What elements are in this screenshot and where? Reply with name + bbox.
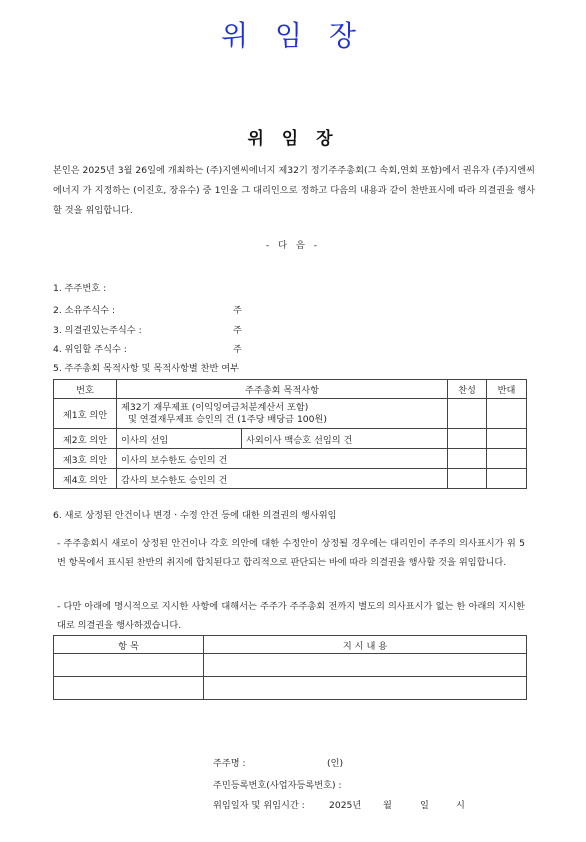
item-delegated-shares: 4. 위임할 주식수 : (53, 344, 127, 355)
delegation-paragraph-2: - 다만 아래에 명시적으로 지시한 사항에 대해서는 주주가 주주총회 전까지 별도의 의사표시가 없는 한 아래의 지시한 대로 의결권을 행사하겠습니다. (57, 601, 525, 631)
instruction-content-cell[interactable] (204, 654, 527, 677)
agenda-subject-line1: 제32기 재무제표 (이익잉여금처분계산서 포함) (121, 401, 309, 413)
header-number: 번호 (54, 380, 117, 399)
table-row (54, 429, 527, 449)
item-agenda-heading: 5. 주주총회 목적사항 및 목적사항별 찬반 여부 (53, 363, 240, 374)
approve-cell[interactable] (448, 429, 487, 449)
agenda-number: 제3호 의안 (54, 449, 117, 469)
date-year: 2025년 (329, 800, 362, 811)
item-shareholder-number: 1. 주주번호 : (53, 283, 107, 294)
delegation-date-label: 위임일자 및 위임시간 : (213, 800, 305, 811)
agenda-subject: 이사의 보수한도 승인의 건 (117, 449, 448, 469)
approve-cell[interactable] (448, 469, 487, 489)
agenda-subject: 이사의 선임 (117, 429, 242, 449)
seal-mark: (인) (327, 758, 344, 769)
agenda-detail: 사외이사 백승호 선임의 건 (242, 429, 448, 449)
document-title: 위 임 장 (247, 129, 339, 149)
oppose-cell[interactable] (487, 399, 527, 429)
instruction-table (53, 635, 527, 700)
agenda-subject: 감사의 보수한도 승인의 건 (117, 469, 448, 489)
instruction-table-header (54, 636, 527, 654)
header-approve: 찬성 (448, 380, 487, 399)
header-title: 위 임 장 (221, 19, 365, 52)
delegation-paragraph-1: - 주주총회시 새로이 상정된 안건이나 각호 의안에 대한 수정안이 상정될 경우에는 대리인이 주주의 의사표시가 위 5번 항목에서 표시된 찬반의 취지에 합치된다고 합리적으로 판단되는 바에 따라 의결권을 행사할 것을 위임합니다. (57, 538, 525, 568)
registration-number-label: 주민등록번호(사업자등록번호) : (213, 780, 342, 791)
oppose-cell[interactable] (487, 429, 527, 449)
approve-cell[interactable] (448, 399, 487, 429)
agenda-number: 제4호 의안 (54, 469, 117, 489)
oppose-cell[interactable] (487, 449, 527, 469)
date-hour: 시 (456, 800, 465, 811)
instruction-content-cell[interactable] (204, 677, 527, 700)
table-row (54, 677, 527, 700)
instruction-item-cell[interactable] (54, 654, 204, 677)
agenda-subject (117, 399, 448, 429)
vote-table-header (54, 380, 527, 399)
voting-shares-unit: 주 (233, 325, 242, 336)
delegated-shares-unit: 주 (233, 344, 242, 355)
shareholder-name-label: 주주명 : (213, 758, 246, 769)
header-agenda: 주주총회 목적사항 (117, 380, 448, 399)
item-voting-shares: 3. 의결권있는주식수 : (53, 325, 142, 336)
vote-table (53, 379, 527, 489)
approve-cell[interactable] (448, 449, 487, 469)
date-month: 월 (383, 800, 392, 811)
agenda-number: 제1호 의안 (54, 399, 117, 429)
date-day: 일 (420, 800, 429, 811)
header-instruction: 지 시 내 용 (204, 636, 527, 654)
header-oppose: 반대 (487, 380, 527, 399)
table-row (54, 399, 527, 429)
agenda-subject-line2: 및 연결재무제표 승인의 건 (1주당 배당금 100원) (128, 413, 327, 425)
item-owned-shares: 2. 소유주식수 : (53, 305, 116, 316)
intro-paragraph: 본인은 2025년 3월 26일에 개최하는 (주)지엔씨에너지 제32기 정기주주총회(그 속회,연회 포함)에서 권유자 (주)지엔씨에너지 가 지정하는 (이진호, 장유수) 중 1인을 그 대리인으로 정하고 다음의 내용과 같이 찬반표시에 따라 의결권을 행사할 것을 위임합니다. (53, 165, 535, 216)
instruction-item-cell[interactable] (54, 677, 204, 700)
table-row (54, 469, 527, 489)
table-row (54, 449, 527, 469)
oppose-cell[interactable] (487, 469, 527, 489)
agenda-number: 제2호 의안 (54, 429, 117, 449)
table-row (54, 654, 527, 677)
header-item: 항 목 (54, 636, 204, 654)
section-6-heading: 6. 새로 상정된 안건이나 변경ㆍ수정 안건 등에 대한 의결권의 행사위임 (53, 510, 337, 521)
owned-shares-unit: 주 (233, 305, 242, 316)
following-label: - 다 음 - (265, 240, 321, 251)
